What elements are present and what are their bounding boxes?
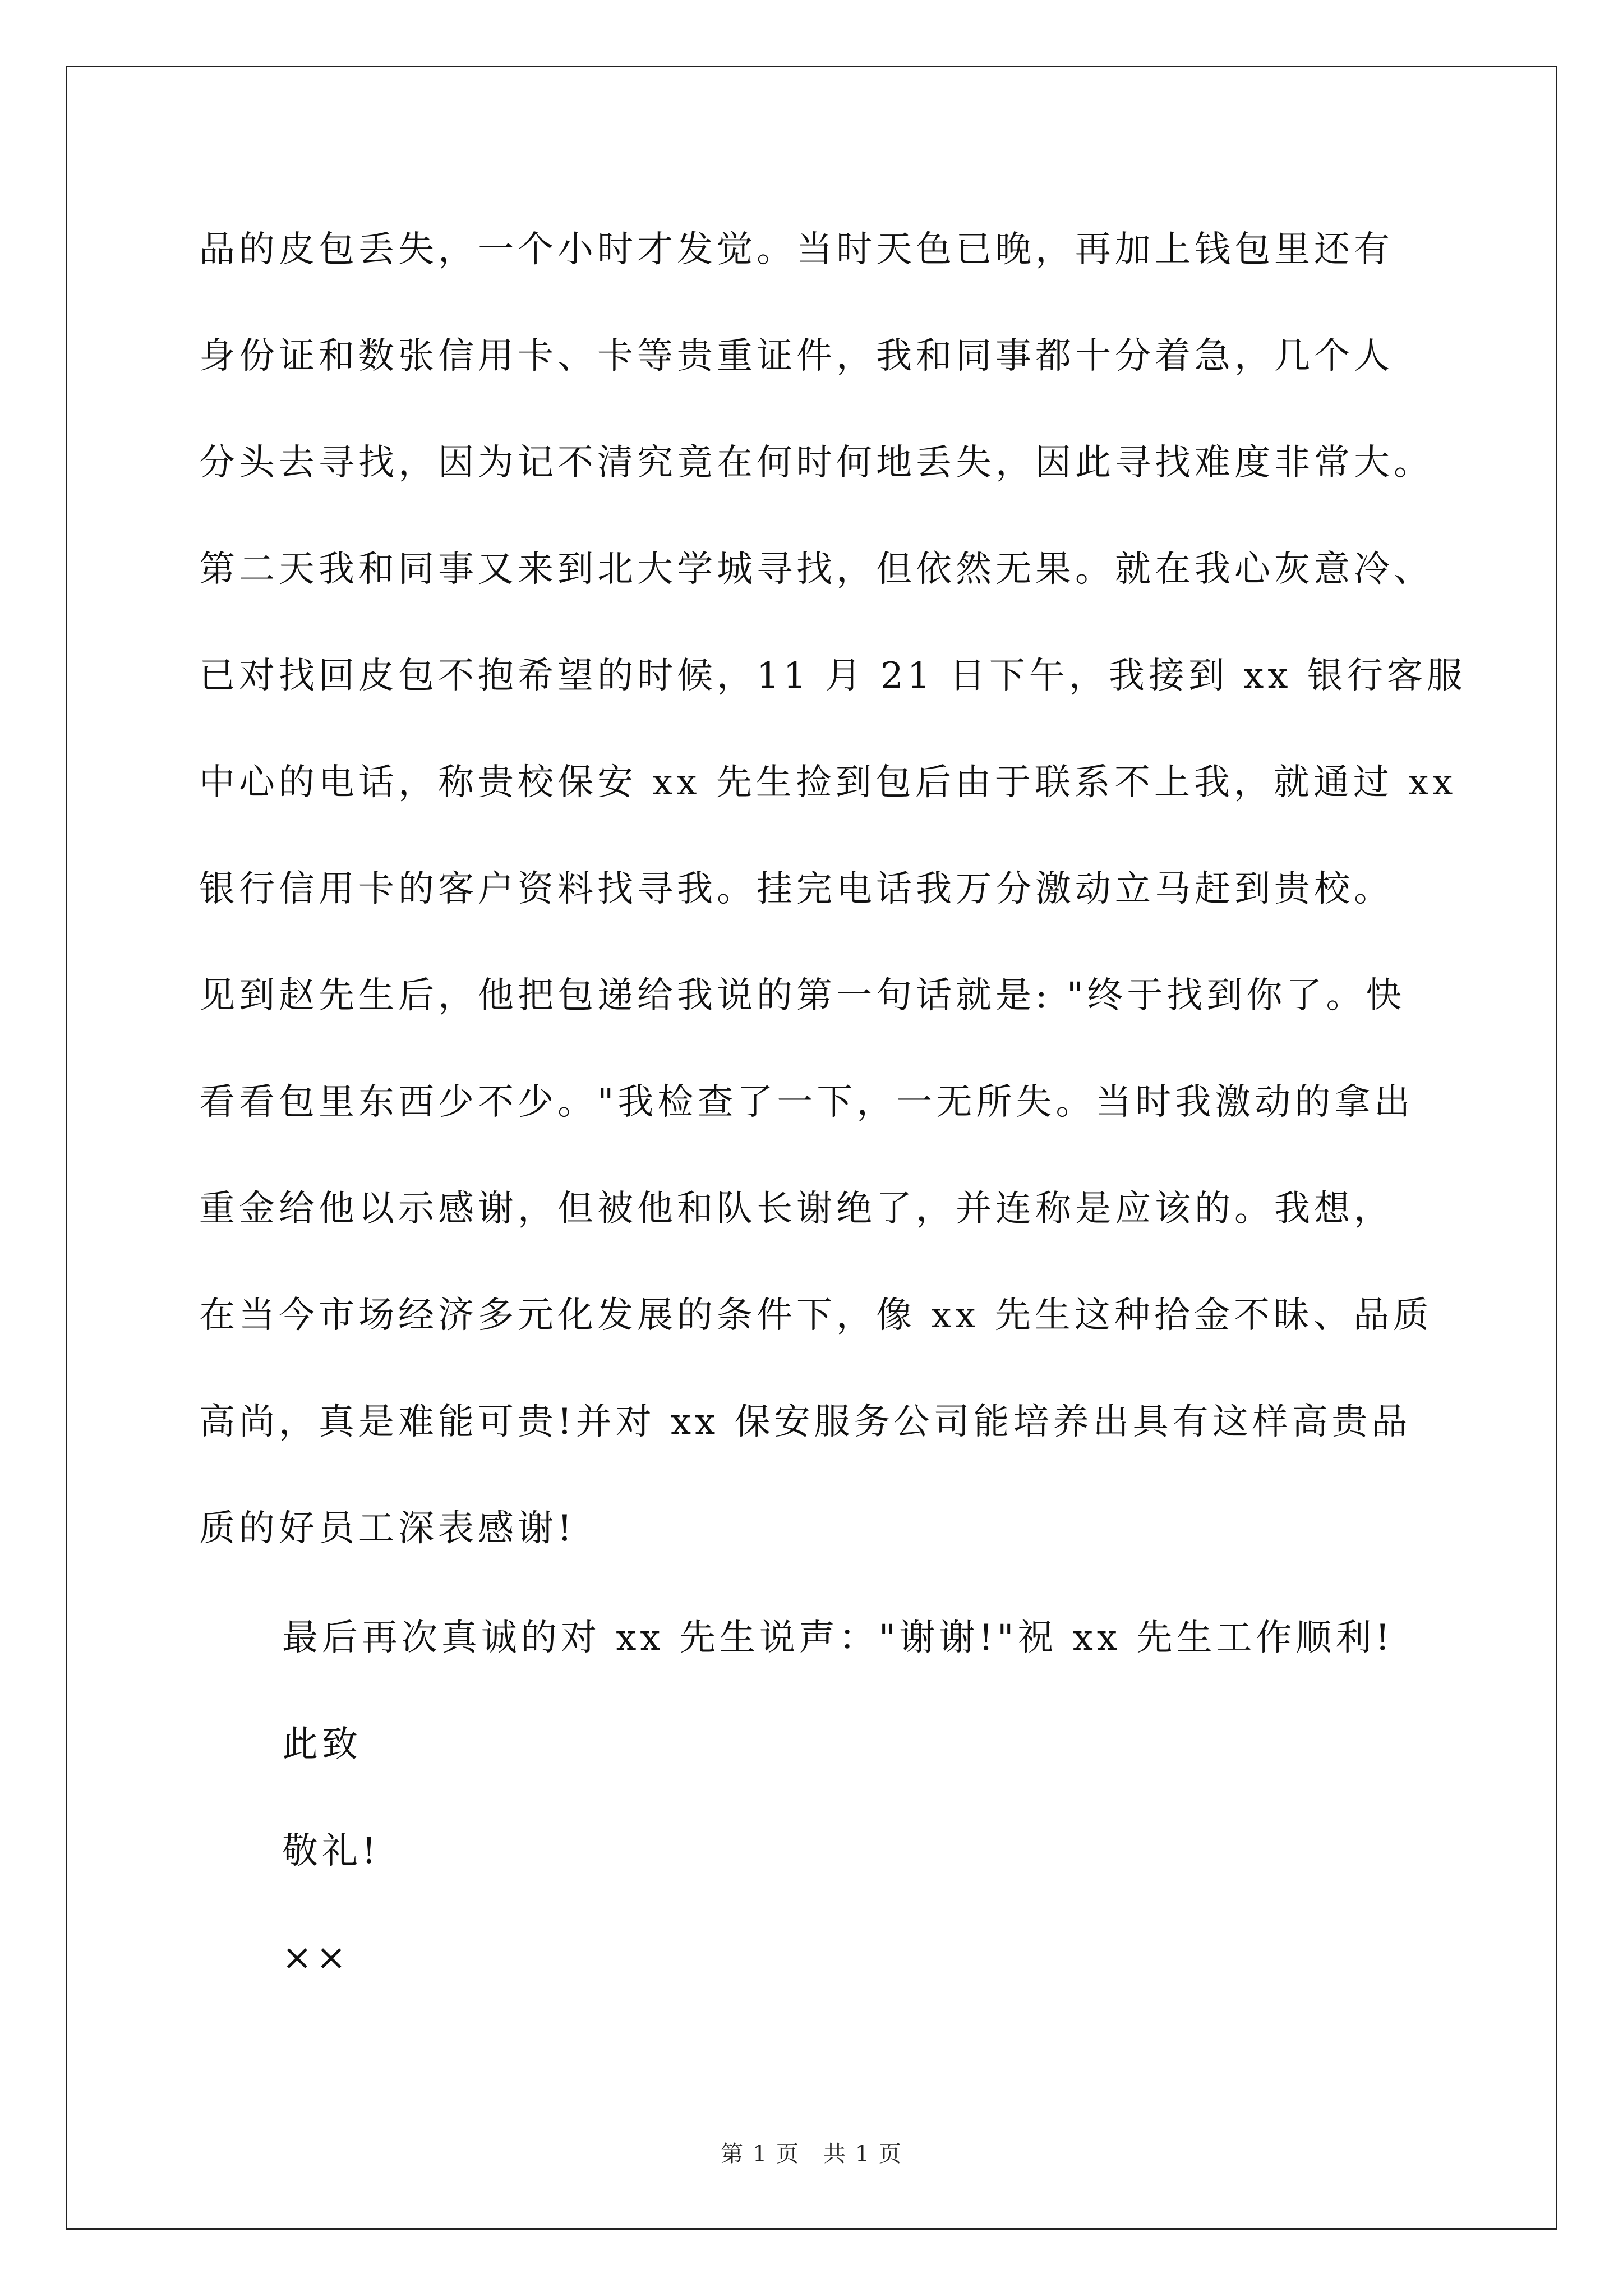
body-line: 质的好员工深表感谢!	[199, 1508, 576, 1549]
body-line: 中心的电话，称贵校保安 xx 先生捡到包后由于联系不上我，就通过 xx	[199, 762, 1457, 803]
body-line: 看看包里东西少不少。"我检查了一下，一无所失。当时我激动的拿出	[199, 1082, 1414, 1123]
body-line: 银行信用卡的客户资料找寻我。挂完电话我万分激动立马赶到贵校。	[199, 868, 1394, 910]
body-line: 第二天我和同事又来到北大学城寻找，但依然无果。就在我心灰意冷、	[199, 549, 1433, 590]
body-line: 身份证和数张信用卡、卡等贵重证件，我和同事都十分着急，几个人	[199, 335, 1394, 377]
body-line: 在当今市场经济多元化发展的条件下，像 xx 先生这种拾金不昧、品质	[199, 1295, 1433, 1336]
closing-paragraph: 最后再次真诚的对 xx 先生说声："谢谢!"祝 xx 先生工作顺利!	[282, 1617, 1394, 1659]
letter-body	[199, 210, 1467, 1596]
letter-closing	[199, 1599, 1461, 2025]
body-line: 见到赵先生后，他把包递给我说的第一句话就是: "终于找到你了。快	[199, 975, 1406, 1016]
signature: ××	[282, 1937, 351, 1978]
body-line: 高尚，真是难能可贵!并对 xx 保安服务公司能培养出具有这样高贵品	[199, 1401, 1412, 1443]
salutation-cizhi: 此致	[282, 1724, 362, 1765]
body-line: 分头去寻找，因为记不清究竟在何时何地丢失，因此寻找难度非常大。	[199, 442, 1433, 484]
body-line: 已对找回皮包不抱希望的时候，11 月 21 日下午，我接到 xx 银行客服	[199, 655, 1467, 697]
salutation-jingli: 敬礼!	[282, 1830, 380, 1872]
body-line: 品的皮包丢失，一个小时才发觉。当时天色已晚，再加上钱包里还有	[199, 229, 1394, 270]
body-line: 重金给他以示感谢，但被他和队长谢绝了，并连称是应该的。我想，	[199, 1188, 1394, 1230]
page-number-footer: 第 1 页 共 1 页	[721, 2141, 902, 2167]
